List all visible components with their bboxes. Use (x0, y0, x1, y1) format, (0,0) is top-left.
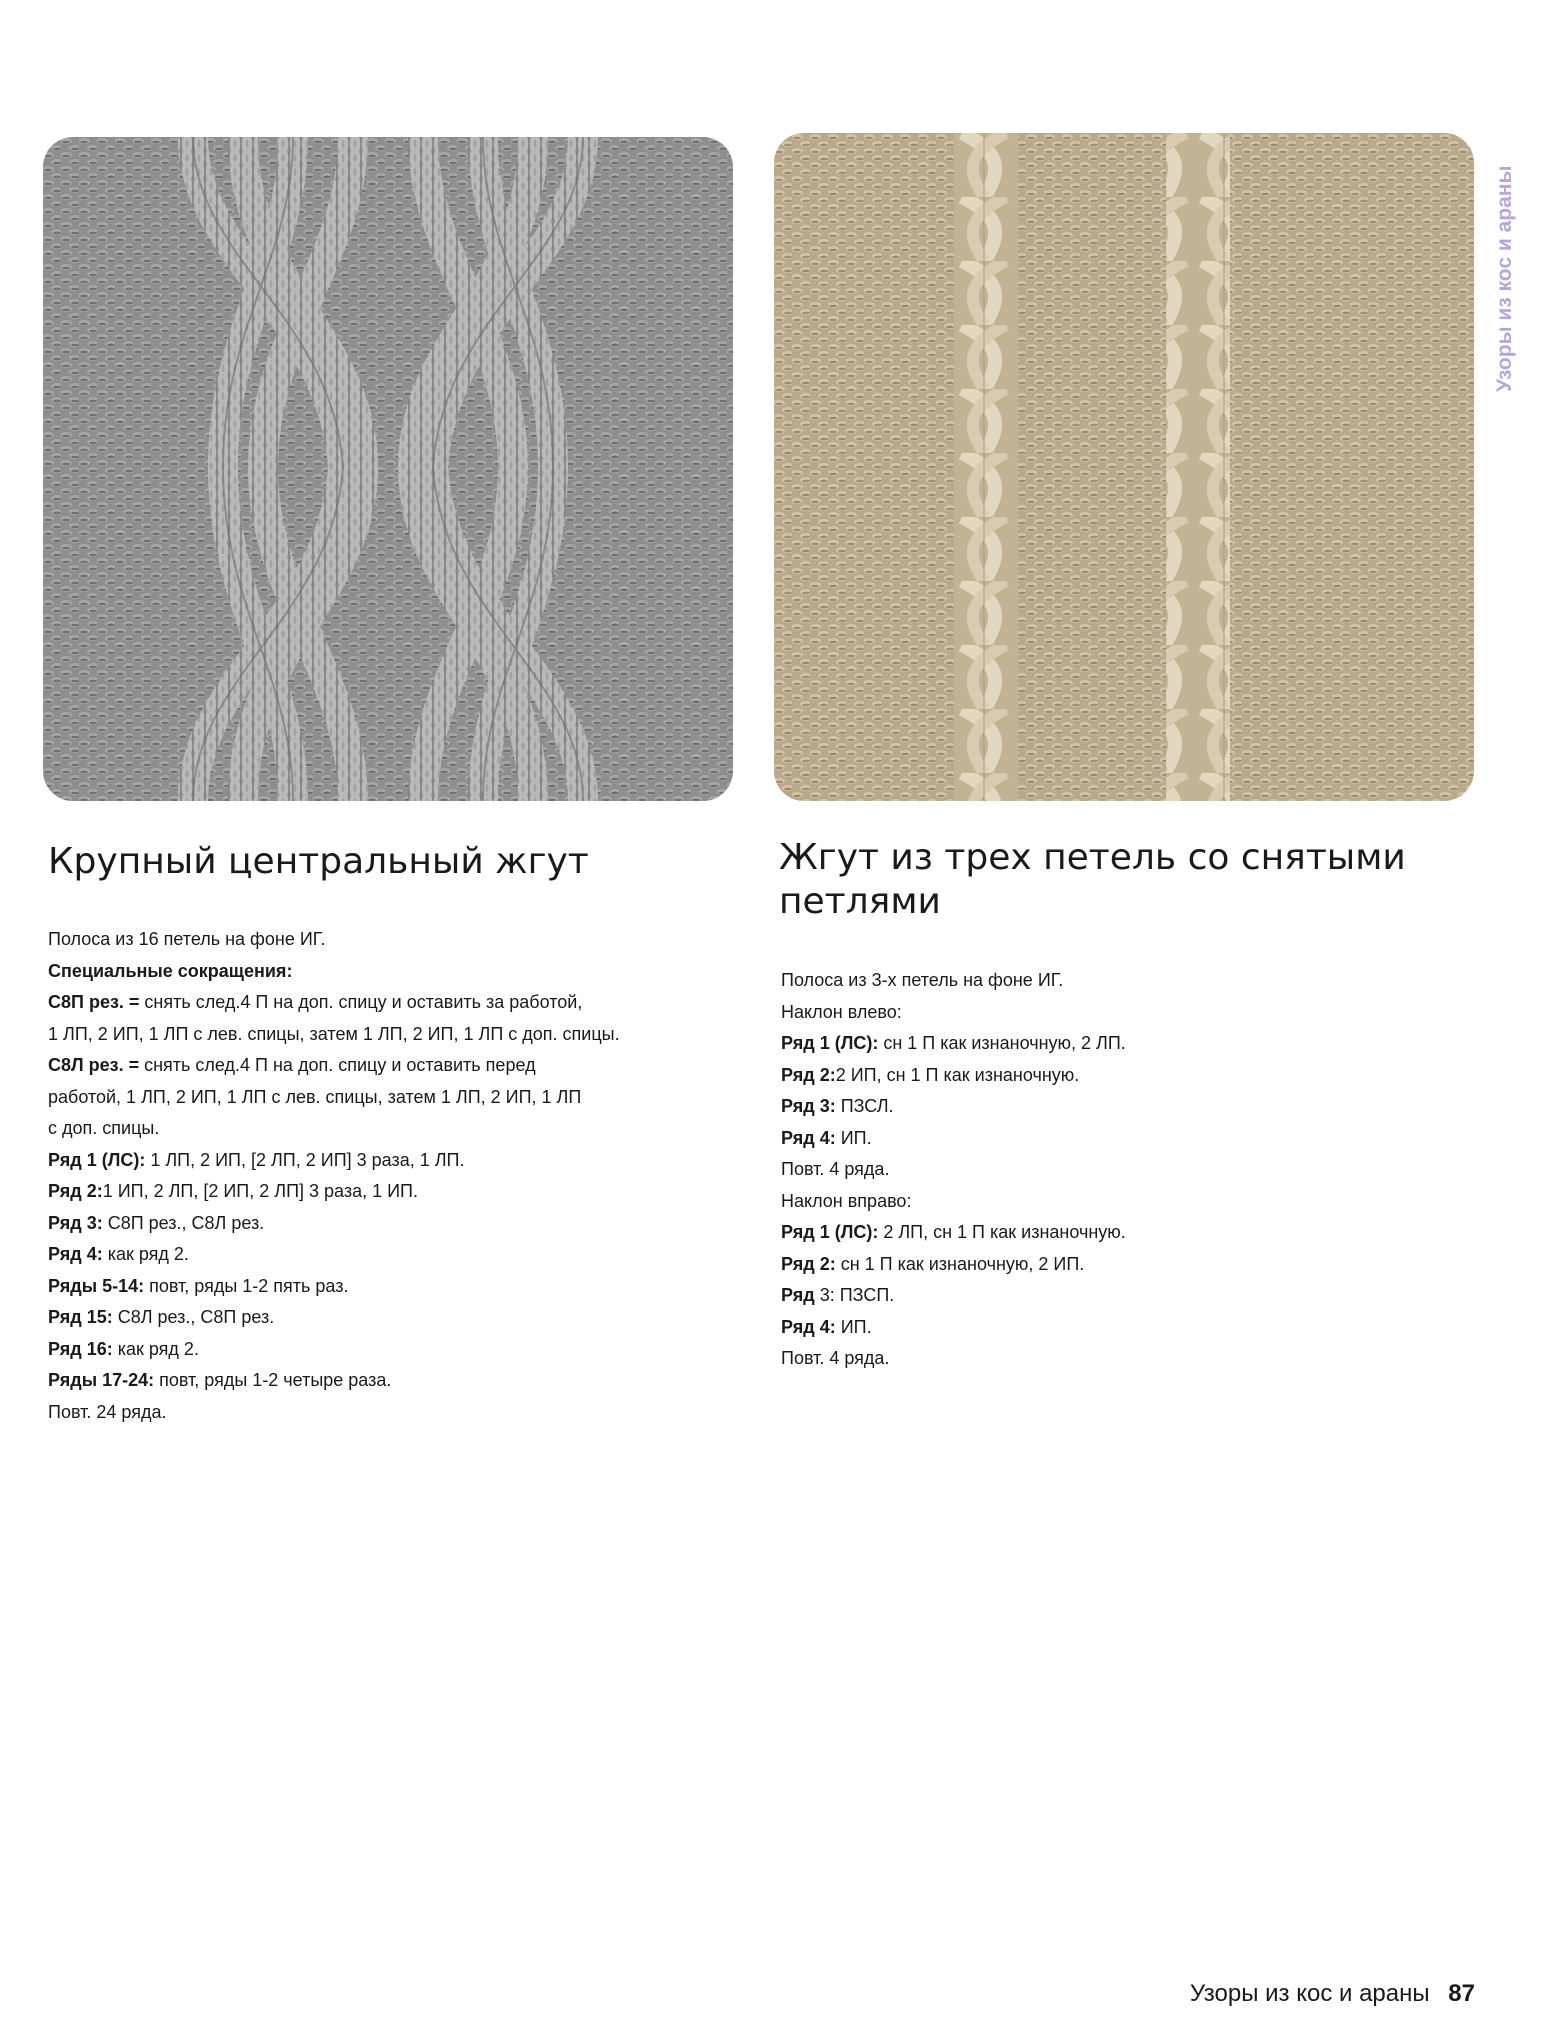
instruction-left-line (48, 1208, 748, 1240)
instruction-left-line-label: Ряд 2: (48, 1181, 103, 1201)
instruction-right-line-text: ИП. (835, 1127, 872, 1148)
instruction-left-line (48, 1365, 748, 1397)
instruction-left-line-label: С8Л рез. = (48, 1055, 140, 1075)
instruction-right-line-label: Ряд (781, 1285, 815, 1305)
instruction-left-line-label: Ряд 1 (ЛС): (48, 1149, 146, 1170)
instruction-right-line (781, 1280, 1461, 1312)
instruction-left-line-text: 1 ЛП, 2 ИП, [2 ЛП, 2 ИП] 3 раза, 1 ЛП. (145, 1149, 465, 1170)
instruction-left-line-label: Ряд 4: (48, 1244, 103, 1264)
instruction-left-line-text: повт, ряды 1-2 четыре раза. (154, 1370, 392, 1390)
instruction-right-line-text: Повт. 4 ряда. (781, 1159, 890, 1179)
instruction-right-line-text: Наклон влево: (781, 1001, 902, 1022)
instruction-right-line-text: сн 1 П как изнаночную, 2 ИП. (835, 1253, 1085, 1274)
instruction-left-line-text: Повт. 24 ряда. (48, 1401, 167, 1422)
pattern-title-left: Крупный центральный жгут (48, 841, 589, 882)
instruction-right-line-text: ИП. (835, 1316, 872, 1337)
instruction-right-line (781, 1312, 1461, 1344)
instruction-left-line-label: Ряды 5-14: (48, 1275, 145, 1296)
pattern-instructions-right (781, 965, 1461, 1375)
instruction-right-line-label: Ряд 1 (ЛС): (781, 1033, 879, 1053)
pattern-title-right: Жгут из трех петель со снятыми петлями (779, 837, 1406, 922)
page-footer (1190, 1980, 1475, 2008)
instruction-right-line-text: 3: ПЗСП. (814, 1285, 895, 1305)
instruction-left-line (48, 1271, 748, 1303)
chapter-side-tab: Узоры из кос и араны (1493, 165, 1516, 392)
instruction-right-line (781, 1091, 1461, 1123)
instruction-right-line-text: 2 ЛП, сн 1 П как изнаночную. (878, 1222, 1126, 1242)
instruction-left-line (48, 1050, 748, 1082)
instruction-left-line-text: С8П рез., С8Л рез. (102, 1212, 265, 1233)
instruction-right-line-label: Ряд 4: (781, 1316, 836, 1337)
instruction-left-line (48, 1334, 748, 1366)
instruction-left-line-text: работой, 1 ЛП, 2 ИП, 1 ЛП с лев. спицы, затем 1 ЛП, 2 ИП, 1 ЛП (48, 1086, 582, 1107)
instruction-right-line-text: Наклон вправо: (781, 1190, 912, 1211)
instruction-left-line (48, 987, 748, 1019)
instruction-left-line-text: с доп. спицы. (48, 1118, 160, 1138)
instruction-right-line (781, 1217, 1461, 1249)
knit-swatch-beige-photo (774, 133, 1474, 801)
pattern-instructions-left (48, 924, 748, 1428)
instruction-left-line (48, 956, 748, 988)
instruction-left-line-text: снять след.4 П на доп. спицу и оставить перед (139, 1055, 536, 1075)
instruction-right-line-text: Полоса из 3-х петель на фоне ИГ. (781, 970, 1064, 990)
instruction-left-line-text: повт, ряды 1-2 пять раз. (144, 1275, 349, 1296)
instruction-left-line-label: Ряды 17-24: (48, 1370, 155, 1390)
knit-swatch-grey-photo (43, 137, 733, 801)
instruction-left-line-text: как ряд 2. (112, 1338, 199, 1359)
instruction-left-line-text: снять след.4 П на доп. спицу и оставить за работой, (139, 992, 583, 1012)
instruction-left-line (48, 1082, 748, 1114)
instruction-right-line (781, 1123, 1461, 1155)
instruction-left-line (48, 1397, 748, 1429)
instruction-left-line-label: Ряд 16: (48, 1338, 113, 1359)
page-number: 87 (1448, 1980, 1475, 2007)
instruction-right-line (781, 1154, 1461, 1186)
instruction-right-line-text: Повт. 4 ряда. (781, 1348, 890, 1368)
instruction-left-line (48, 1019, 748, 1051)
instruction-right-line-text: сн 1 П как изнаночную, 2 ЛП. (878, 1033, 1126, 1053)
instruction-left-line-text: С8Л рез., С8П рез. (112, 1307, 275, 1327)
instruction-left-line-label: С8П рез. = (48, 992, 140, 1012)
instruction-right-line (781, 1060, 1461, 1092)
instruction-left-line (48, 1176, 748, 1208)
instruction-right-line (781, 1186, 1461, 1218)
instruction-left-line (48, 1302, 748, 1334)
instruction-right-line-label: Ряд 3: (781, 1096, 836, 1116)
instruction-left-line (48, 1113, 748, 1145)
instruction-right-line (781, 965, 1461, 997)
instruction-left-line-text: 1 ИП, 2 ЛП, [2 ИП, 2 ЛП] 3 раза, 1 ИП. (102, 1181, 418, 1201)
instruction-right-line (781, 1028, 1461, 1060)
instruction-left-line-label: Ряд 15: (48, 1307, 113, 1327)
instruction-left-line-label: Ряд 3: (48, 1212, 103, 1233)
instruction-right-line-text: ПЗСЛ. (835, 1096, 894, 1116)
instruction-right-line-label: Ряд 2: (781, 1253, 836, 1274)
instruction-right-line (781, 997, 1461, 1029)
instruction-left-line (48, 1239, 748, 1271)
instruction-right-line (781, 1343, 1461, 1375)
instruction-left-line-label: Специальные сокращения: (48, 960, 293, 981)
instruction-left-line (48, 1145, 748, 1177)
footer-section-title: Узоры из кос и араны (1189, 1980, 1430, 2007)
instruction-right-line-text: 2 ИП, сн 1 П как изнаночную. (835, 1064, 1080, 1085)
instruction-right-line-label: Ряд 2: (781, 1064, 836, 1085)
instruction-right-line-label: Ряд 4: (781, 1127, 836, 1148)
instruction-left-line-text: Полоса из 16 петель на фоне ИГ. (48, 929, 326, 949)
instruction-left-line-text: 1 ЛП, 2 ИП, 1 ЛП с лев. спицы, затем 1 ЛП, 2 ИП, 1 ЛП с доп. спицы. (48, 1023, 620, 1044)
instruction-left-line-text: как ряд 2. (102, 1244, 189, 1264)
instruction-right-line (781, 1249, 1461, 1281)
instruction-left-line (48, 924, 748, 956)
instruction-right-line-label: Ряд 1 (ЛС): (781, 1222, 879, 1242)
